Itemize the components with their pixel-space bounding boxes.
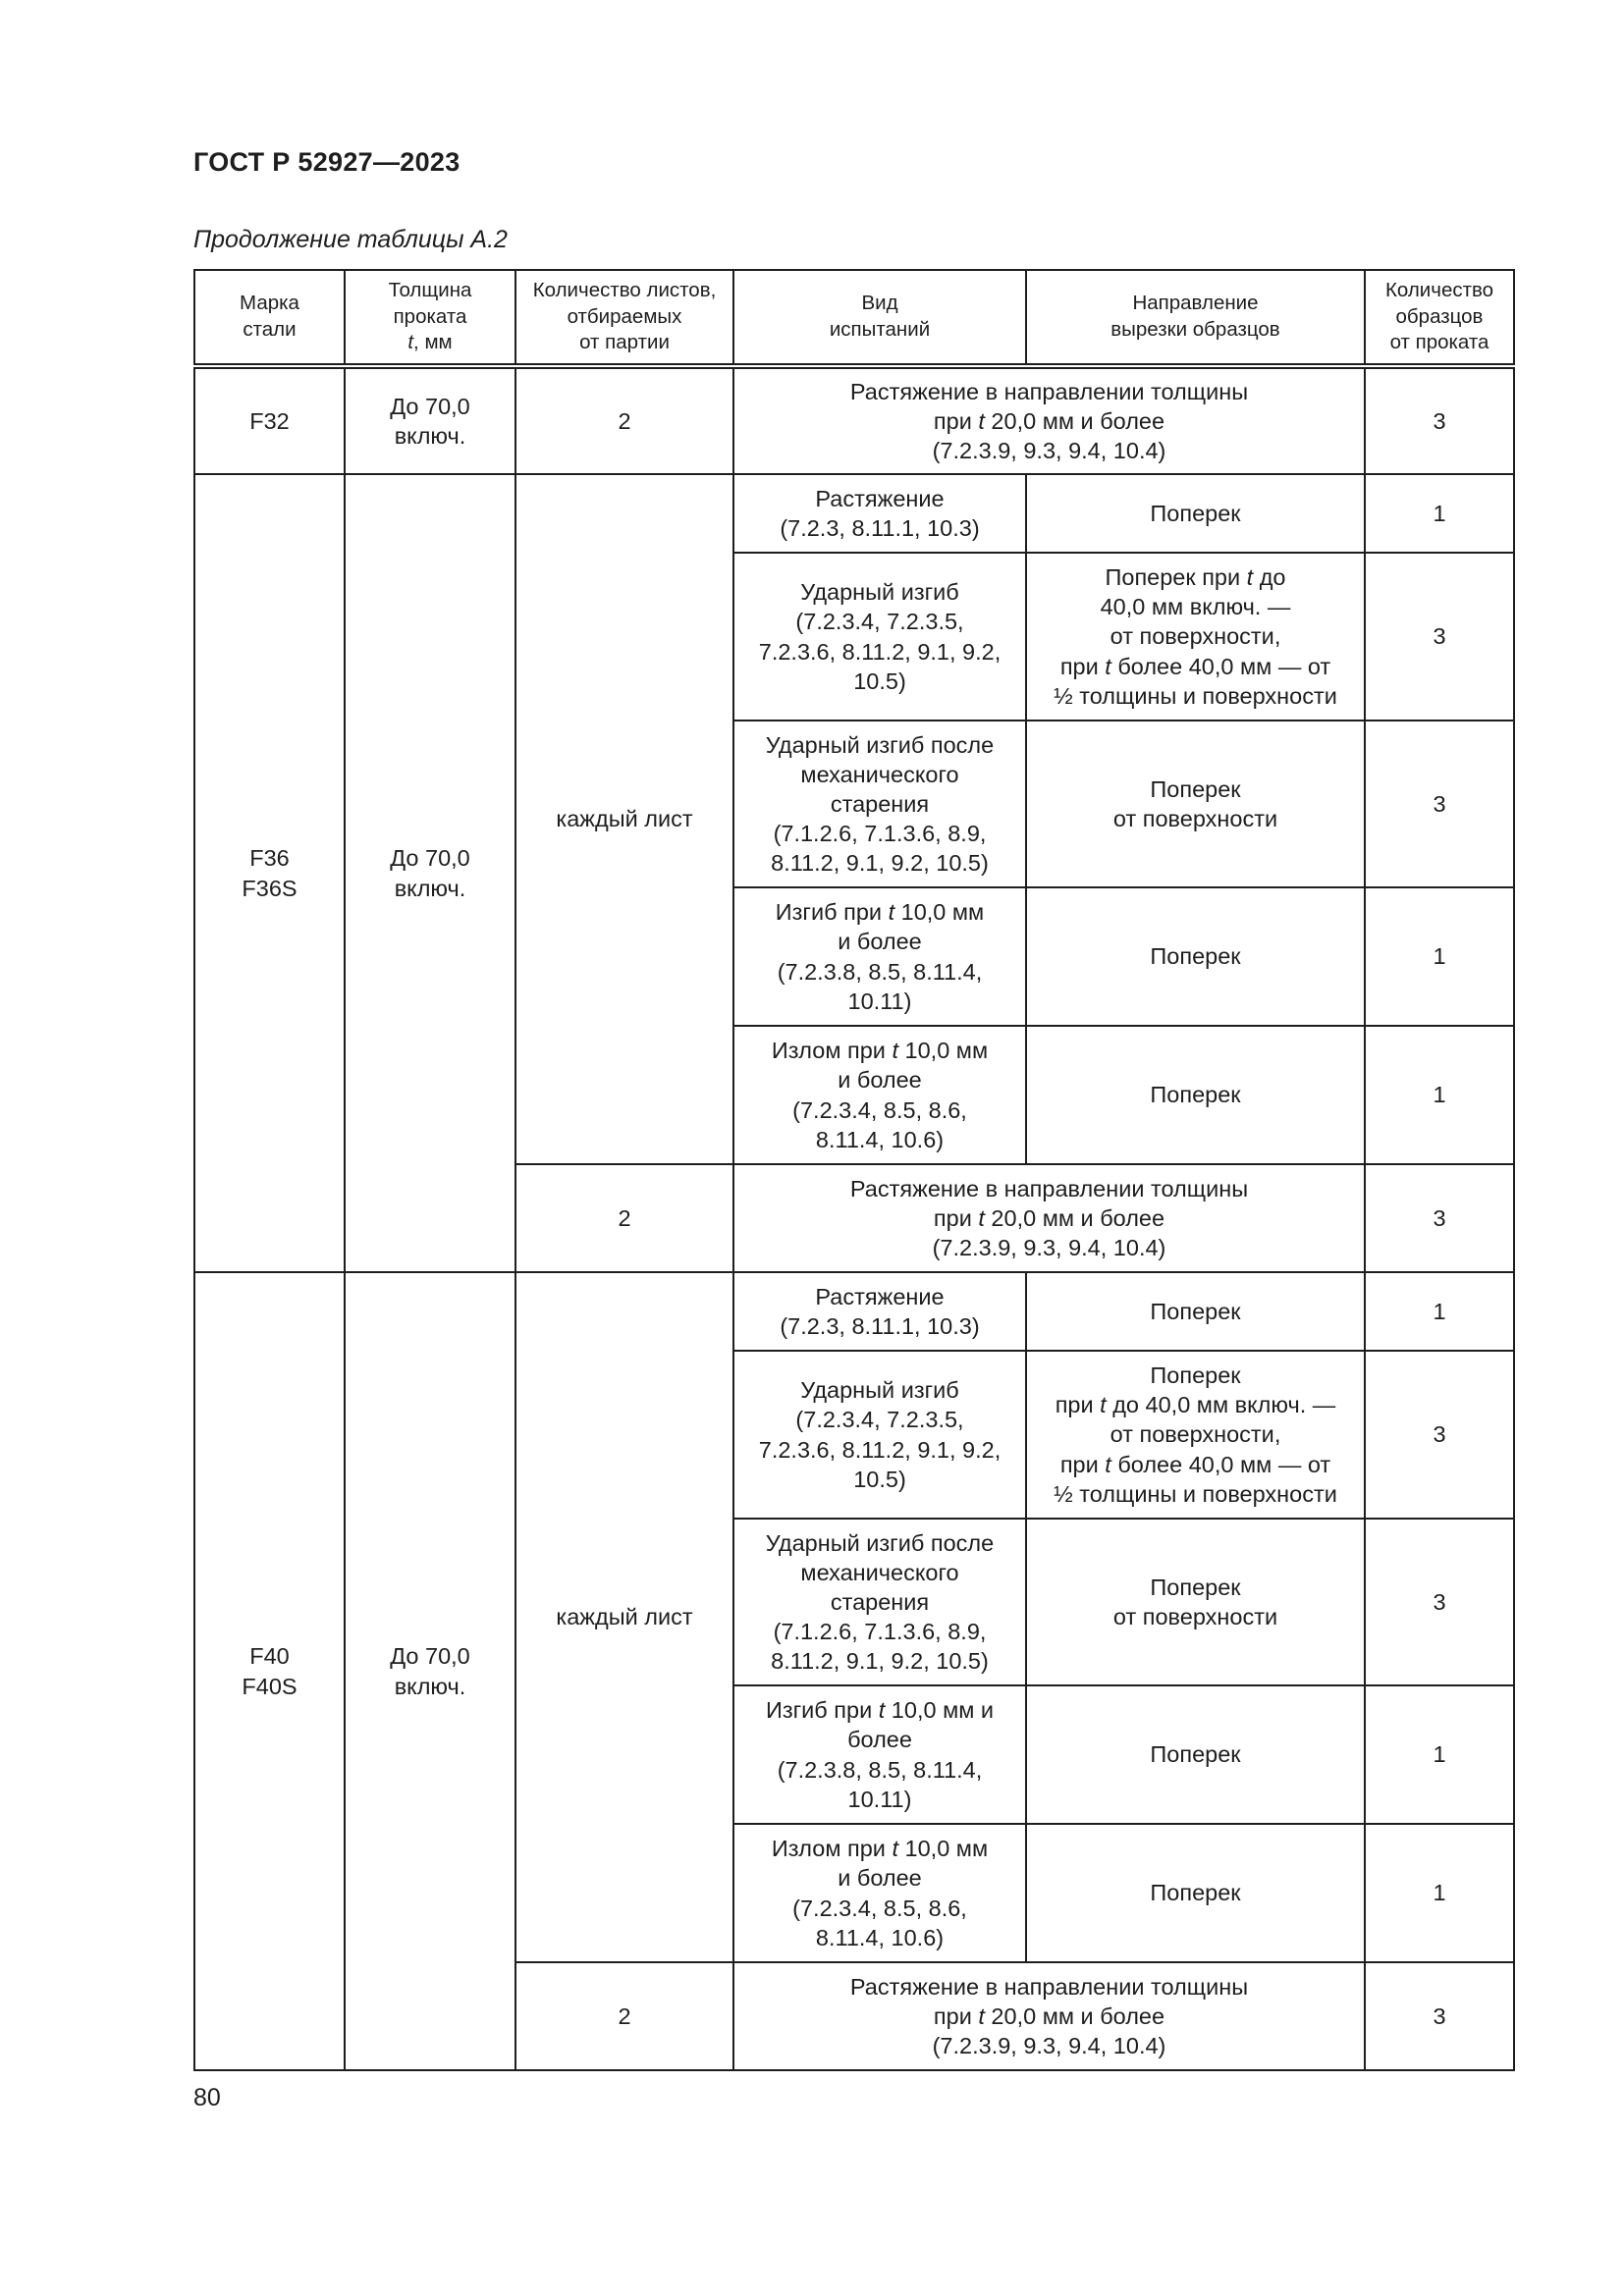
cell-line: F36S [242, 875, 298, 901]
sheets-cell: 2 [515, 1962, 733, 2070]
cell-line: и более [838, 929, 922, 955]
test-cell [733, 553, 1026, 721]
count-cell: 3 [1365, 721, 1514, 887]
cell-line: Поперек [1150, 1362, 1241, 1389]
direction-cell [1026, 1519, 1365, 1685]
grade-cell [194, 1272, 345, 2070]
grade-cell [194, 474, 345, 1272]
cell-line: F40 [249, 1643, 290, 1670]
test-cell [733, 474, 1026, 553]
cell-line: от поверхности, [1110, 623, 1281, 650]
cell-line: Вид [861, 292, 898, 315]
test-cell [733, 1026, 1026, 1164]
header-grade [194, 270, 345, 366]
direction-cell [1026, 1685, 1365, 1824]
cell-line: (7.2.3, 8.11.1, 10.3) [780, 1313, 980, 1339]
cell-line: ½ толщины и поверхности [1054, 682, 1337, 709]
cell-line: Толщина [388, 279, 472, 302]
cell-line: включ. [394, 1673, 466, 1699]
cell-line: Ударный изгиб [800, 1377, 959, 1404]
cell-line: испытаний [829, 318, 931, 341]
table-row [194, 366, 1514, 474]
cell-line: отбираемых [567, 304, 682, 328]
direction-cell [1026, 887, 1365, 1026]
cell-line: 10.11) [847, 1786, 912, 1812]
cell-line: Растяжение в направлении толщины [849, 378, 1249, 404]
sheets-cell: каждый лист [515, 1272, 733, 1962]
direction-cell [1026, 1272, 1365, 1351]
thickness-cell [345, 474, 515, 1272]
cell-line: 10.5) [853, 1466, 906, 1492]
table-caption: Продолжение таблицы А.2 [193, 226, 508, 253]
cell-line: при t 20,0 мм и более [933, 407, 1165, 434]
cell-line: (7.2.3.4, 7.2.3.5, [795, 1407, 964, 1433]
direction-cell [1026, 721, 1365, 887]
sheets-cell: 2 [515, 1164, 733, 1272]
cell-line: и более [838, 1865, 922, 1892]
direction-cell [1026, 553, 1365, 721]
cell-line: (7.2.3.9, 9.3, 9.4, 10.4) [932, 2033, 1166, 2059]
cell-line: Ударный изгиб [800, 579, 959, 606]
cell-line: Поперек [1150, 1574, 1241, 1600]
cell-line: от поверхности [1112, 806, 1278, 831]
cell-line: от поверхности, [1110, 1421, 1281, 1448]
cell-line: (7.2.3.8, 8.5, 8.11.4, [777, 1756, 983, 1783]
cell-line: До 70,0 [390, 393, 470, 419]
cell-line: 8.11.2, 9.1, 9.2, 10.5) [771, 1648, 989, 1675]
cell-line: стали [243, 318, 297, 341]
cell-line: вырезки образцов [1110, 318, 1280, 341]
cell-line: Ударный изгиб после [765, 731, 995, 758]
cell-line: при t 20,0 мм и более [933, 2002, 1165, 2029]
cell-line: Изгиб при t 10,0 мм [775, 899, 985, 926]
header-thickness [345, 270, 515, 366]
cell-line: (7.2.3.9, 9.3, 9.4, 10.4) [932, 438, 1166, 464]
cell-line: Марка [240, 292, 299, 315]
cell-line: Излом при t 10,0 мм [771, 1836, 989, 1862]
cell-line: старения [830, 1588, 930, 1615]
test-cell [733, 721, 1026, 887]
page-number: 80 [193, 2084, 221, 2111]
cell-line: и более [838, 1067, 922, 1094]
cell-line: при t более 40,0 мм — от [1059, 653, 1331, 679]
cell-line: механического [800, 1559, 959, 1585]
cell-line: До 70,0 [390, 845, 470, 872]
cell-line: Поперек [1150, 1298, 1241, 1324]
test-cell [733, 1272, 1026, 1351]
cell-line: при t 20,0 мм и более [933, 1204, 1165, 1231]
cell-line: Поперек при t до [1105, 564, 1286, 591]
cell-line: Поперек [1150, 1082, 1241, 1108]
thickness-cell [345, 1272, 515, 2070]
cell-line: F40S [242, 1673, 298, 1699]
cell-line: более [847, 1727, 912, 1753]
cell-line: при t до 40,0 мм включ. — [1055, 1392, 1336, 1418]
cell-line: До 70,0 [390, 1643, 470, 1670]
cell-line: от проката [1389, 331, 1489, 354]
cell-line: проката [393, 304, 467, 328]
cell-line: 10.5) [853, 667, 906, 694]
cell-line: Изгиб при t 10,0 мм и [765, 1697, 995, 1724]
cell-line: Направление [1132, 292, 1259, 315]
sheets-cell: каждый лист [515, 474, 733, 1164]
cell-line: 7.2.3.6, 8.11.2, 9.1, 9.2, [758, 638, 1001, 665]
test-cell [733, 1519, 1026, 1685]
cell-line: 8.11.4, 10.6) [815, 1924, 945, 1950]
cell-line: 40,0 мм включ. — [1100, 594, 1291, 620]
sheets-cell: 2 [515, 366, 733, 474]
test-cell [733, 1164, 1365, 1272]
cell-line: 7.2.3.6, 8.11.2, 9.1, 9.2, [758, 1436, 1001, 1463]
test-cell [733, 366, 1365, 474]
cell-line: 10.11) [847, 988, 912, 1014]
count-cell: 3 [1365, 1519, 1514, 1685]
cell-line: включ. [394, 423, 466, 449]
cell-line: (7.2.3.4, 7.2.3.5, [795, 609, 964, 635]
cell-line: Ударный изгиб после [765, 1529, 995, 1556]
count-cell: 1 [1365, 1685, 1514, 1824]
thickness-cell [345, 366, 515, 474]
cell-line: (7.2.3.9, 9.3, 9.4, 10.4) [932, 1235, 1166, 1261]
count-cell: 1 [1365, 1824, 1514, 1962]
cell-line: механического [800, 761, 959, 787]
cell-line: (7.2.3.4, 8.5, 8.6, [792, 1895, 967, 1921]
cell-line: (7.2.3, 8.11.1, 10.3) [780, 515, 980, 541]
cell-line: Растяжение [815, 1283, 945, 1309]
cell-line: (7.2.3.8, 8.5, 8.11.4, [777, 958, 983, 985]
cell-line: 8.11.4, 10.6) [815, 1126, 945, 1152]
cell-line: 8.11.2, 9.1, 9.2, 10.5) [771, 850, 989, 877]
test-cell [733, 1824, 1026, 1962]
direction-cell [1026, 1351, 1365, 1519]
grade-cell: F32 [194, 366, 345, 474]
cell-line: (7.1.2.6, 7.1.3.6, 8.9, [773, 1619, 987, 1645]
cell-line: от партии [579, 331, 670, 354]
table-row [194, 1272, 1514, 1351]
cell-line: включ. [394, 875, 466, 901]
count-cell: 3 [1365, 1164, 1514, 1272]
cell-line: Количество [1384, 279, 1494, 302]
count-cell: 3 [1365, 1351, 1514, 1519]
header-row [194, 270, 1514, 366]
cell-line: образцов [1395, 304, 1484, 328]
count-cell: 3 [1365, 366, 1514, 474]
count-cell: 1 [1365, 474, 1514, 553]
cell-line: Растяжение в направлении толщины [849, 1175, 1249, 1201]
steel-test-table [193, 269, 1515, 2071]
cell-line: Поперек [1150, 500, 1241, 526]
cell-line: старения [830, 790, 930, 817]
cell-line: Количество листов, [532, 279, 717, 302]
cell-line: Поперек [1150, 775, 1241, 802]
table-row [194, 474, 1514, 553]
cell-line: (7.1.2.6, 7.1.3.6, 8.9, [773, 821, 987, 847]
header-count [1365, 270, 1514, 366]
cell-line: от поверхности [1112, 1604, 1278, 1629]
cell-line: ½ толщины и поверхности [1054, 1480, 1337, 1507]
document-header: ГОСТ Р 52927—2023 [193, 147, 460, 177]
cell-line: (7.2.3.4, 8.5, 8.6, [792, 1096, 967, 1123]
header-direction [1026, 270, 1365, 366]
cell-line: Поперек [1150, 1880, 1241, 1906]
cell-line: t, мм [407, 331, 453, 354]
header-test [733, 270, 1026, 366]
test-cell [733, 887, 1026, 1026]
cell-line: Излом при t 10,0 мм [771, 1038, 989, 1064]
direction-cell [1026, 1824, 1365, 1962]
cell-line: Растяжение в направлении толщины [849, 1973, 1249, 2000]
count-cell: 1 [1365, 887, 1514, 1026]
count-cell: 3 [1365, 1962, 1514, 2070]
direction-cell [1026, 1026, 1365, 1164]
cell-line: F36 [249, 845, 290, 872]
count-cell: 1 [1365, 1272, 1514, 1351]
direction-cell [1026, 474, 1365, 553]
test-cell [733, 1351, 1026, 1519]
header-sheets [515, 270, 733, 366]
cell-line: при t более 40,0 мм — от [1059, 1451, 1331, 1477]
cell-line: Поперек [1150, 1741, 1241, 1768]
cell-line: Растяжение [815, 485, 945, 511]
count-cell: 1 [1365, 1026, 1514, 1164]
cell-line: Поперек [1150, 943, 1241, 970]
test-cell [733, 1685, 1026, 1824]
count-cell: 3 [1365, 553, 1514, 721]
test-cell [733, 1962, 1365, 2070]
